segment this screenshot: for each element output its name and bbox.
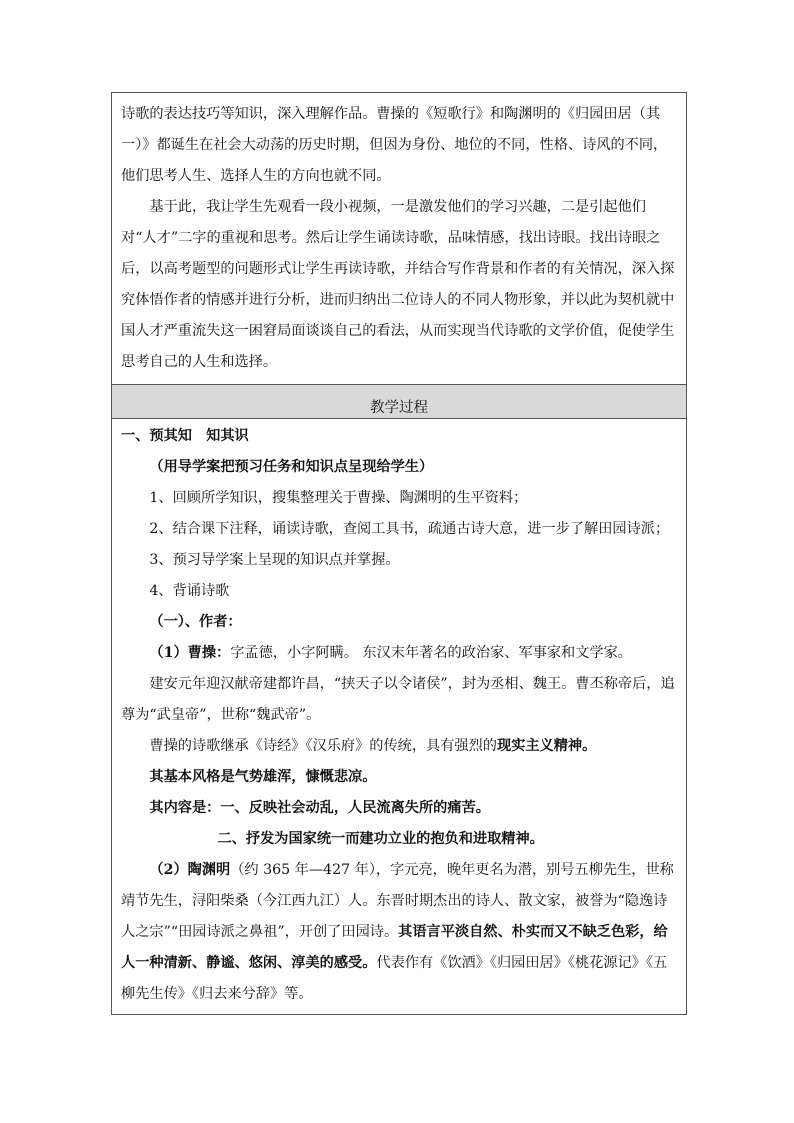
taoyuanming-tail: 代表作有《饮酒》《归园田居》《桃花源记》《五柳先生传》《归去来兮辞》等。 <box>121 955 668 1002</box>
taoyuanming-intro <box>121 855 677 1010</box>
intro-paragraph-1: 诗歌的表达技巧等知识，深入理解作品。曹操的《短歌行》和陶渊明的《归园田居（其一）》都诞生在社会大动荡的历史时期，但因为身份、地位的不同，性格、诗风的不同，他们思考人生、选择人生的方向也就不同。 <box>121 106 668 184</box>
caocao-intro <box>121 638 677 669</box>
section-header-teaching-process: 教学过程 <box>112 384 686 418</box>
step-1: 1、回顾所学知识，搜集整理关于曹操、陶渊明的生平资料； <box>149 490 528 506</box>
caocao-text: 字孟德，小字阿瞒。 东汉末年著名的政治家、军事家和文学家。 <box>230 645 632 661</box>
caocao-poetry-bold: 现实主义精神。 <box>496 738 597 754</box>
caocao-poetry <box>121 731 677 762</box>
intro-cell <box>112 93 686 384</box>
step-2: 2、结合课下注释，诵读诗歌，查阅工具书，疏通古诗大意，进一步了解田园诗派； <box>149 521 670 537</box>
taoyuanming-label: （2）陶渊明 <box>149 862 231 878</box>
caocao-content-2: 二、抒发为国家统一而建功立业的抱负和进取精神。 <box>217 831 544 847</box>
taoyuanming-bold: 其语言平淡自然、朴实而又不缺乏色彩，给人一种清新、静谧、悠闲、淳美的感受。 <box>121 924 668 971</box>
step-4: 4、背诵诗歌 <box>149 583 230 599</box>
step-3: 3、预习导学案上呈现的知识点并掌握。 <box>149 552 400 568</box>
process-heading: 一、预其知 知其识 <box>121 428 249 444</box>
caocao-style: 其基本风格是气势雄浑，慷慨悲凉。 <box>149 769 377 785</box>
process-cell <box>112 418 686 1014</box>
authors-title: （一）、作者： <box>149 614 242 630</box>
caocao-history: 建安元年迎汉献帝建都许昌，“挟天子以令诸侯”，封为丞相、魏王。曹丕称帝后，追尊为“武皇帝”，世称“魏武帝”。 <box>121 676 675 723</box>
caocao-label: （1）曹操： <box>149 645 231 661</box>
caocao-poetry-text: 曹操的诗歌继承《诗经》《汉乐府》的传统，具有强烈的 <box>149 738 497 754</box>
taoyuanming-text: （约 365 年—427 年），字元亮，晚年更名为潜，别号五柳先生，世称靖节先生，浔阳柴桑（今江西九江）人。东晋时期杰出的诗人、散文家，被誉为“隐逸诗人之宗”“田园诗派之鼻祖”，开创了田园诗。 <box>121 862 674 940</box>
process-subheading: （用导学案把预习任务和知识点呈现给学生） <box>149 459 434 475</box>
lesson-plan-table <box>111 92 687 1015</box>
intro-paragraph-2: 基于此，我让学生先观看一段小视频，一是激发他们的学习兴趣，二是引起他们对“人才”二字的重视和思考。然后让学生诵读诗歌，品味情感，找出诗眼。找出诗眼之后，以高考题型的问题形式让学生再读诗歌，并结合写作背景和作者的有关情况，深入探究体悟作者的情感并进行分析，进而归纳出二位诗人的不同人物形象，并以此为契机就中国人才严重流失这一困窘局面谈谈自己的看法，从而实现当代诗歌的文学价值，促使学生思考自己的人生和选择。 <box>121 199 675 370</box>
caocao-content-1: 其内容是：一、反映社会动乱，人民流离失所的痛苦。 <box>149 800 490 816</box>
